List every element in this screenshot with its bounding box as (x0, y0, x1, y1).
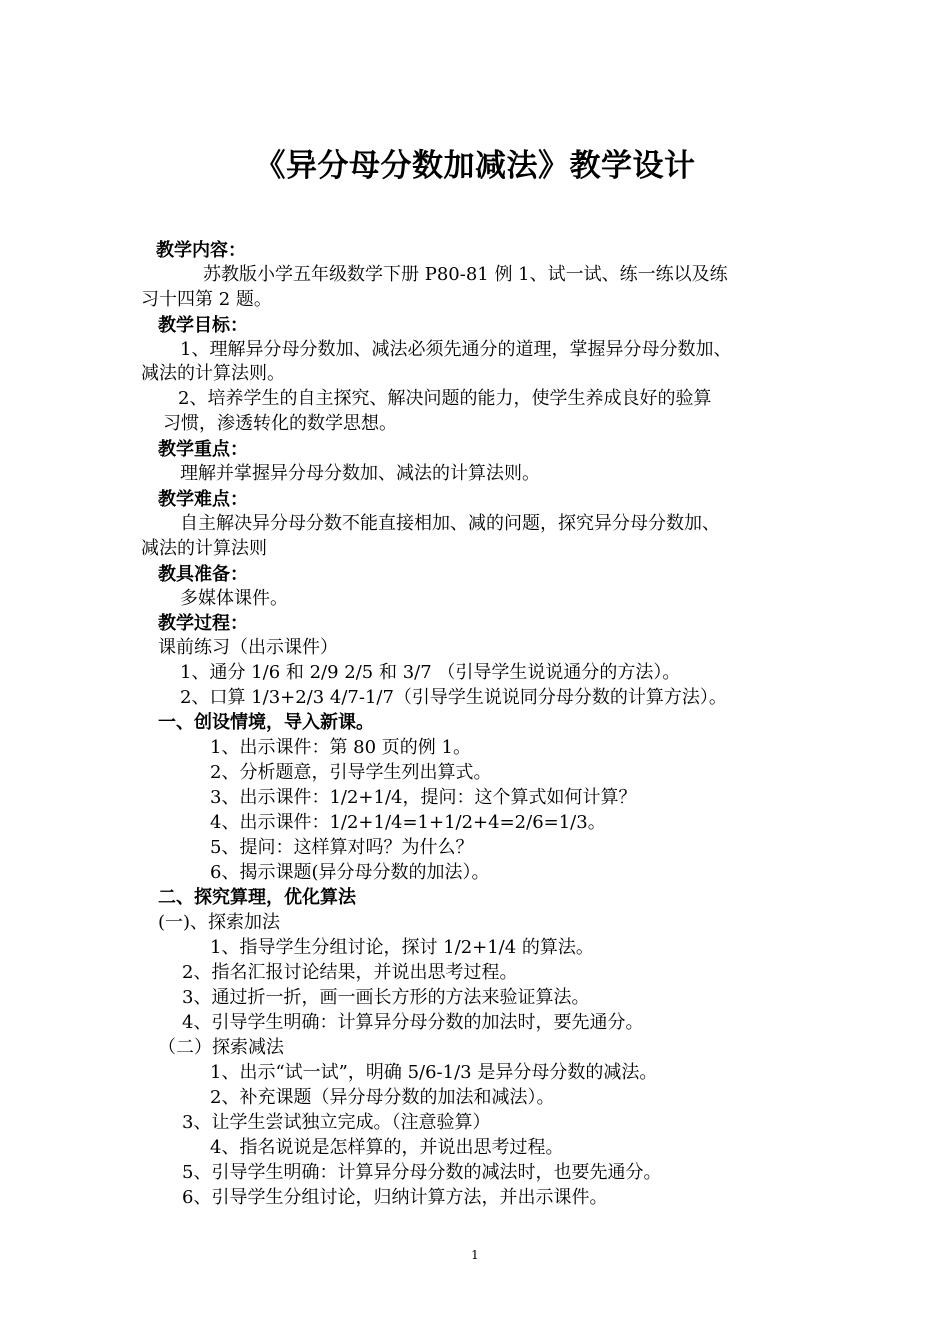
heading-difficulties: 教学难点： (158, 489, 248, 510)
subsection-heading: (一)、探索加法 (158, 912, 281, 933)
text-line: 5、提问：这样算对吗？为什么？ (210, 837, 474, 858)
text-line: 减法的计算法则。 (141, 363, 285, 384)
text-line: 课前练习（出示课件） (158, 637, 338, 658)
text-line: 4、引导学生明确：计算异分母分数的加法时，要先通分。 (182, 1012, 644, 1033)
text-line: 5、引导学生明确：计算异分母分数的减法时，也要先通分。 (182, 1162, 662, 1183)
section-heading-2: 二、探究算理，优化算法 (158, 887, 356, 908)
heading-materials: 教具准备： (158, 564, 248, 585)
subsection-heading: （二）探索减法 (158, 1037, 284, 1058)
text-line: 2、补充课题（异分母分数的加法和减法）。 (210, 1087, 555, 1108)
text-line: 1、指导学生分组讨论，探讨 1/2+1/4 的算法。 (210, 937, 594, 958)
text-line: 习惯，渗透转化的数学思想。 (163, 413, 397, 434)
text-line: 4、指名说说是怎样算的，并说出思考过程。 (210, 1137, 564, 1158)
heading-process: 教学过程： (158, 613, 248, 634)
text-line: 多媒体课件。 (180, 588, 288, 609)
text-line: 减法的计算法则 (141, 538, 267, 559)
text-line: 6、引导学生分组讨论，归纳计算方法，并出示课件。 (182, 1187, 608, 1208)
heading-objectives: 教学目标： (158, 315, 248, 336)
text-line: 习十四第 2 题。 (141, 289, 272, 310)
text-line: 1、通分 1/6 和 2/9 2/5 和 3/7 （引导学生说说通分的方法）。 (180, 662, 681, 683)
text-line: 苏教版小学五年级数学下册 P80-81 例 1、试一试、练一练以及练 (203, 264, 728, 285)
text-line: 2、分析题意，引导学生列出算式。 (210, 762, 492, 783)
text-line: 4、出示课件：1/2+1/4=1+1/2+4=2/6=1/3。 (210, 812, 606, 833)
text-line: 理解并掌握异分母分数加、减法的计算法则。 (180, 463, 540, 484)
heading-content: 教学内容： (156, 240, 246, 261)
text-line: 1、理解异分母分数加、减法必须先通分的道理，掌握异分母分数加、 (180, 339, 732, 360)
text-line: 2、指名汇报讨论结果，并说出思考过程。 (182, 962, 518, 983)
text-line: 1、出示课件：第 80 页的例 1。 (210, 737, 471, 758)
document-title: 《异分母分数加减法》教学设计 (254, 148, 696, 184)
text-line: 2、口算 1/3+2/3 4/7-1/7（引导学生说说同分母分数的计算方法）。 (180, 687, 727, 708)
text-line: 3、出示课件：1/2+1/4，提问：这个算式如何计算？ (210, 787, 637, 808)
text-line: 1、出示“试一试”，明确 5/6-1/3 是异分母分数的减法。 (210, 1062, 658, 1083)
heading-key-points: 教学重点： (158, 439, 248, 460)
text-line: 3、让学生尝试独立完成。（注意验算） (182, 1112, 491, 1133)
text-line: 自主解决异分母分数不能直接相加、减的问题，探究异分母分数加、 (180, 513, 720, 534)
text-line: 3、通过折一折，画一画长方形的方法来验证算法。 (182, 987, 590, 1008)
text-line: 6、揭示课题(异分母分数的加法）。 (210, 862, 490, 883)
text-line: 2、培养学生的自主探究、解决问题的能力，使学生养成良好的验算 (178, 388, 712, 409)
page-number: 1 (471, 1248, 479, 1262)
section-heading-1: 一、创设情境，导入新课。 (158, 712, 374, 733)
